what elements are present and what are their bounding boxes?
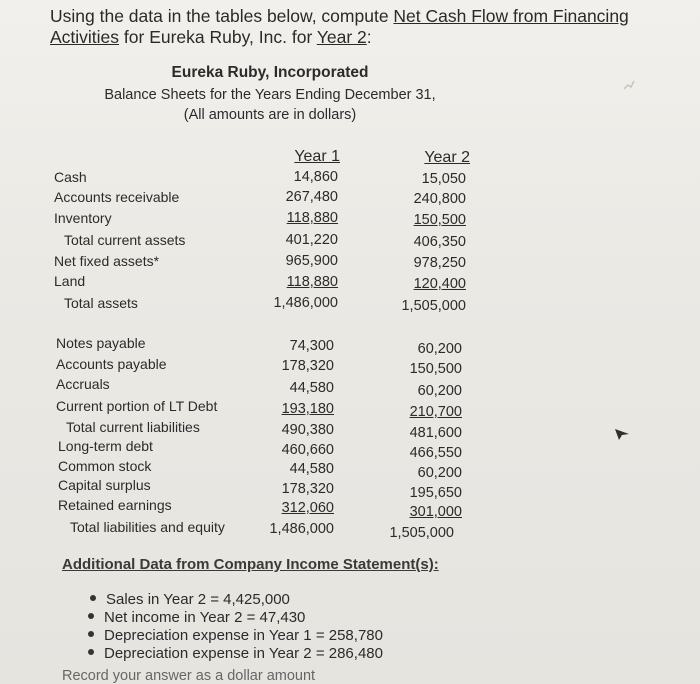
- cell-year1: 401,220: [285, 232, 338, 248]
- answer-instruction-cutoff: Record your answer as a dollar amount: [62, 668, 316, 684]
- bullet-icon: [90, 595, 96, 601]
- amounts-note: (All amounts are in dollars): [183, 107, 357, 123]
- cell-year1: 267,480: [285, 189, 338, 205]
- statement-subtitle: Balance Sheets for the Years Ending December 31,: [104, 87, 436, 103]
- cell-year1: 460,660: [281, 442, 334, 458]
- question-text: Using the data in the tables below, compute Net Cash Flow from Financing Activities for Eureka Ruby, Inc. for Year 2:: [50, 6, 629, 47]
- row-label: Cash: [54, 169, 87, 185]
- cell-year2: 15,050: [421, 171, 466, 187]
- cell-year2: 978,250: [413, 255, 466, 271]
- cell-year2: 240,800: [413, 191, 466, 207]
- row-label: Accruals: [56, 376, 110, 392]
- cell-year2: 1,505,000: [401, 298, 466, 314]
- list-item: Depreciation expense in Year 2 = 286,480: [88, 645, 383, 662]
- cell-year2: 1,505,000: [389, 525, 454, 541]
- bullet-icon: [88, 613, 94, 619]
- row-label: Capital surplus: [58, 477, 151, 493]
- row-label: Total assets: [64, 295, 138, 311]
- company-name: Eureka Ruby, Incorporated: [171, 64, 369, 81]
- cell-year2: 210,700: [409, 404, 462, 420]
- cell-year1: 490,380: [281, 422, 334, 438]
- cell-year2: 301,000: [409, 504, 462, 520]
- cell-year2: 60,200: [417, 383, 462, 399]
- cell-year2: 406,350: [413, 234, 466, 250]
- row-label: Total current liabilities: [66, 419, 200, 435]
- column-header-year1: Year 1: [294, 148, 340, 165]
- cell-year1: 118,880: [286, 210, 338, 226]
- list-item: Net income in Year 2 = 47,430: [88, 609, 305, 626]
- row-label: Inventory: [54, 210, 112, 226]
- row-label: Notes payable: [56, 335, 146, 351]
- column-header-year2: Year 2: [424, 149, 470, 166]
- bullet-icon: [88, 649, 94, 655]
- emphasis-financing: Net Cash Flow from Financing: [393, 6, 629, 26]
- list-item: Sales in Year 2 = 4,425,000: [90, 591, 290, 608]
- row-label: Total liabilities and equity: [70, 519, 225, 535]
- bullet-icon: [88, 631, 94, 637]
- cell-year2: 60,200: [417, 465, 462, 481]
- cell-year2: 120,400: [413, 276, 466, 292]
- row-label: Net fixed assets*: [54, 253, 160, 269]
- additional-data-title: Additional Data from Company Income Statement(s):: [62, 556, 439, 573]
- cell-year1: 193,180: [281, 401, 334, 417]
- cell-year1: 1,486,000: [269, 521, 334, 537]
- cell-year1: 118,880: [286, 274, 338, 290]
- row-label: Land: [54, 273, 86, 289]
- row-label: Common stock: [58, 458, 152, 474]
- cell-year1: 1,486,000: [273, 295, 338, 311]
- cell-year2: 195,650: [409, 485, 462, 501]
- cell-year2: 466,550: [409, 445, 462, 461]
- cell-year2: 150,500: [409, 361, 462, 377]
- pointer-icon: [614, 427, 630, 441]
- row-label: Total current assets: [64, 232, 186, 248]
- cell-year2: 60,200: [417, 341, 462, 357]
- cell-year1: 14,860: [293, 169, 338, 185]
- list-item: Depreciation expense in Year 1 = 258,780: [88, 627, 383, 644]
- emphasis-year: Year 2: [316, 27, 367, 47]
- cell-year2: 481,600: [409, 425, 462, 441]
- row-label: Retained earnings: [58, 497, 172, 513]
- cell-year1: 312,060: [281, 500, 334, 516]
- cell-year1: 178,320: [281, 481, 334, 497]
- row-label: Accounts payable: [56, 356, 167, 372]
- emphasis-activities: Activities: [50, 27, 120, 47]
- cell-year1: 965,900: [285, 253, 338, 269]
- cell-year1: 44,580: [289, 380, 334, 396]
- pen-mark-icon: [622, 78, 636, 92]
- row-label: Current portion of LT Debt: [56, 398, 218, 414]
- cell-year2: 150,500: [413, 212, 466, 228]
- cell-year1: 44,580: [289, 461, 334, 477]
- row-label: Long-term debt: [58, 438, 153, 454]
- cell-year1: 178,320: [281, 358, 334, 374]
- cell-year1: 74,300: [289, 338, 334, 354]
- row-label: Accounts receivable: [54, 189, 180, 205]
